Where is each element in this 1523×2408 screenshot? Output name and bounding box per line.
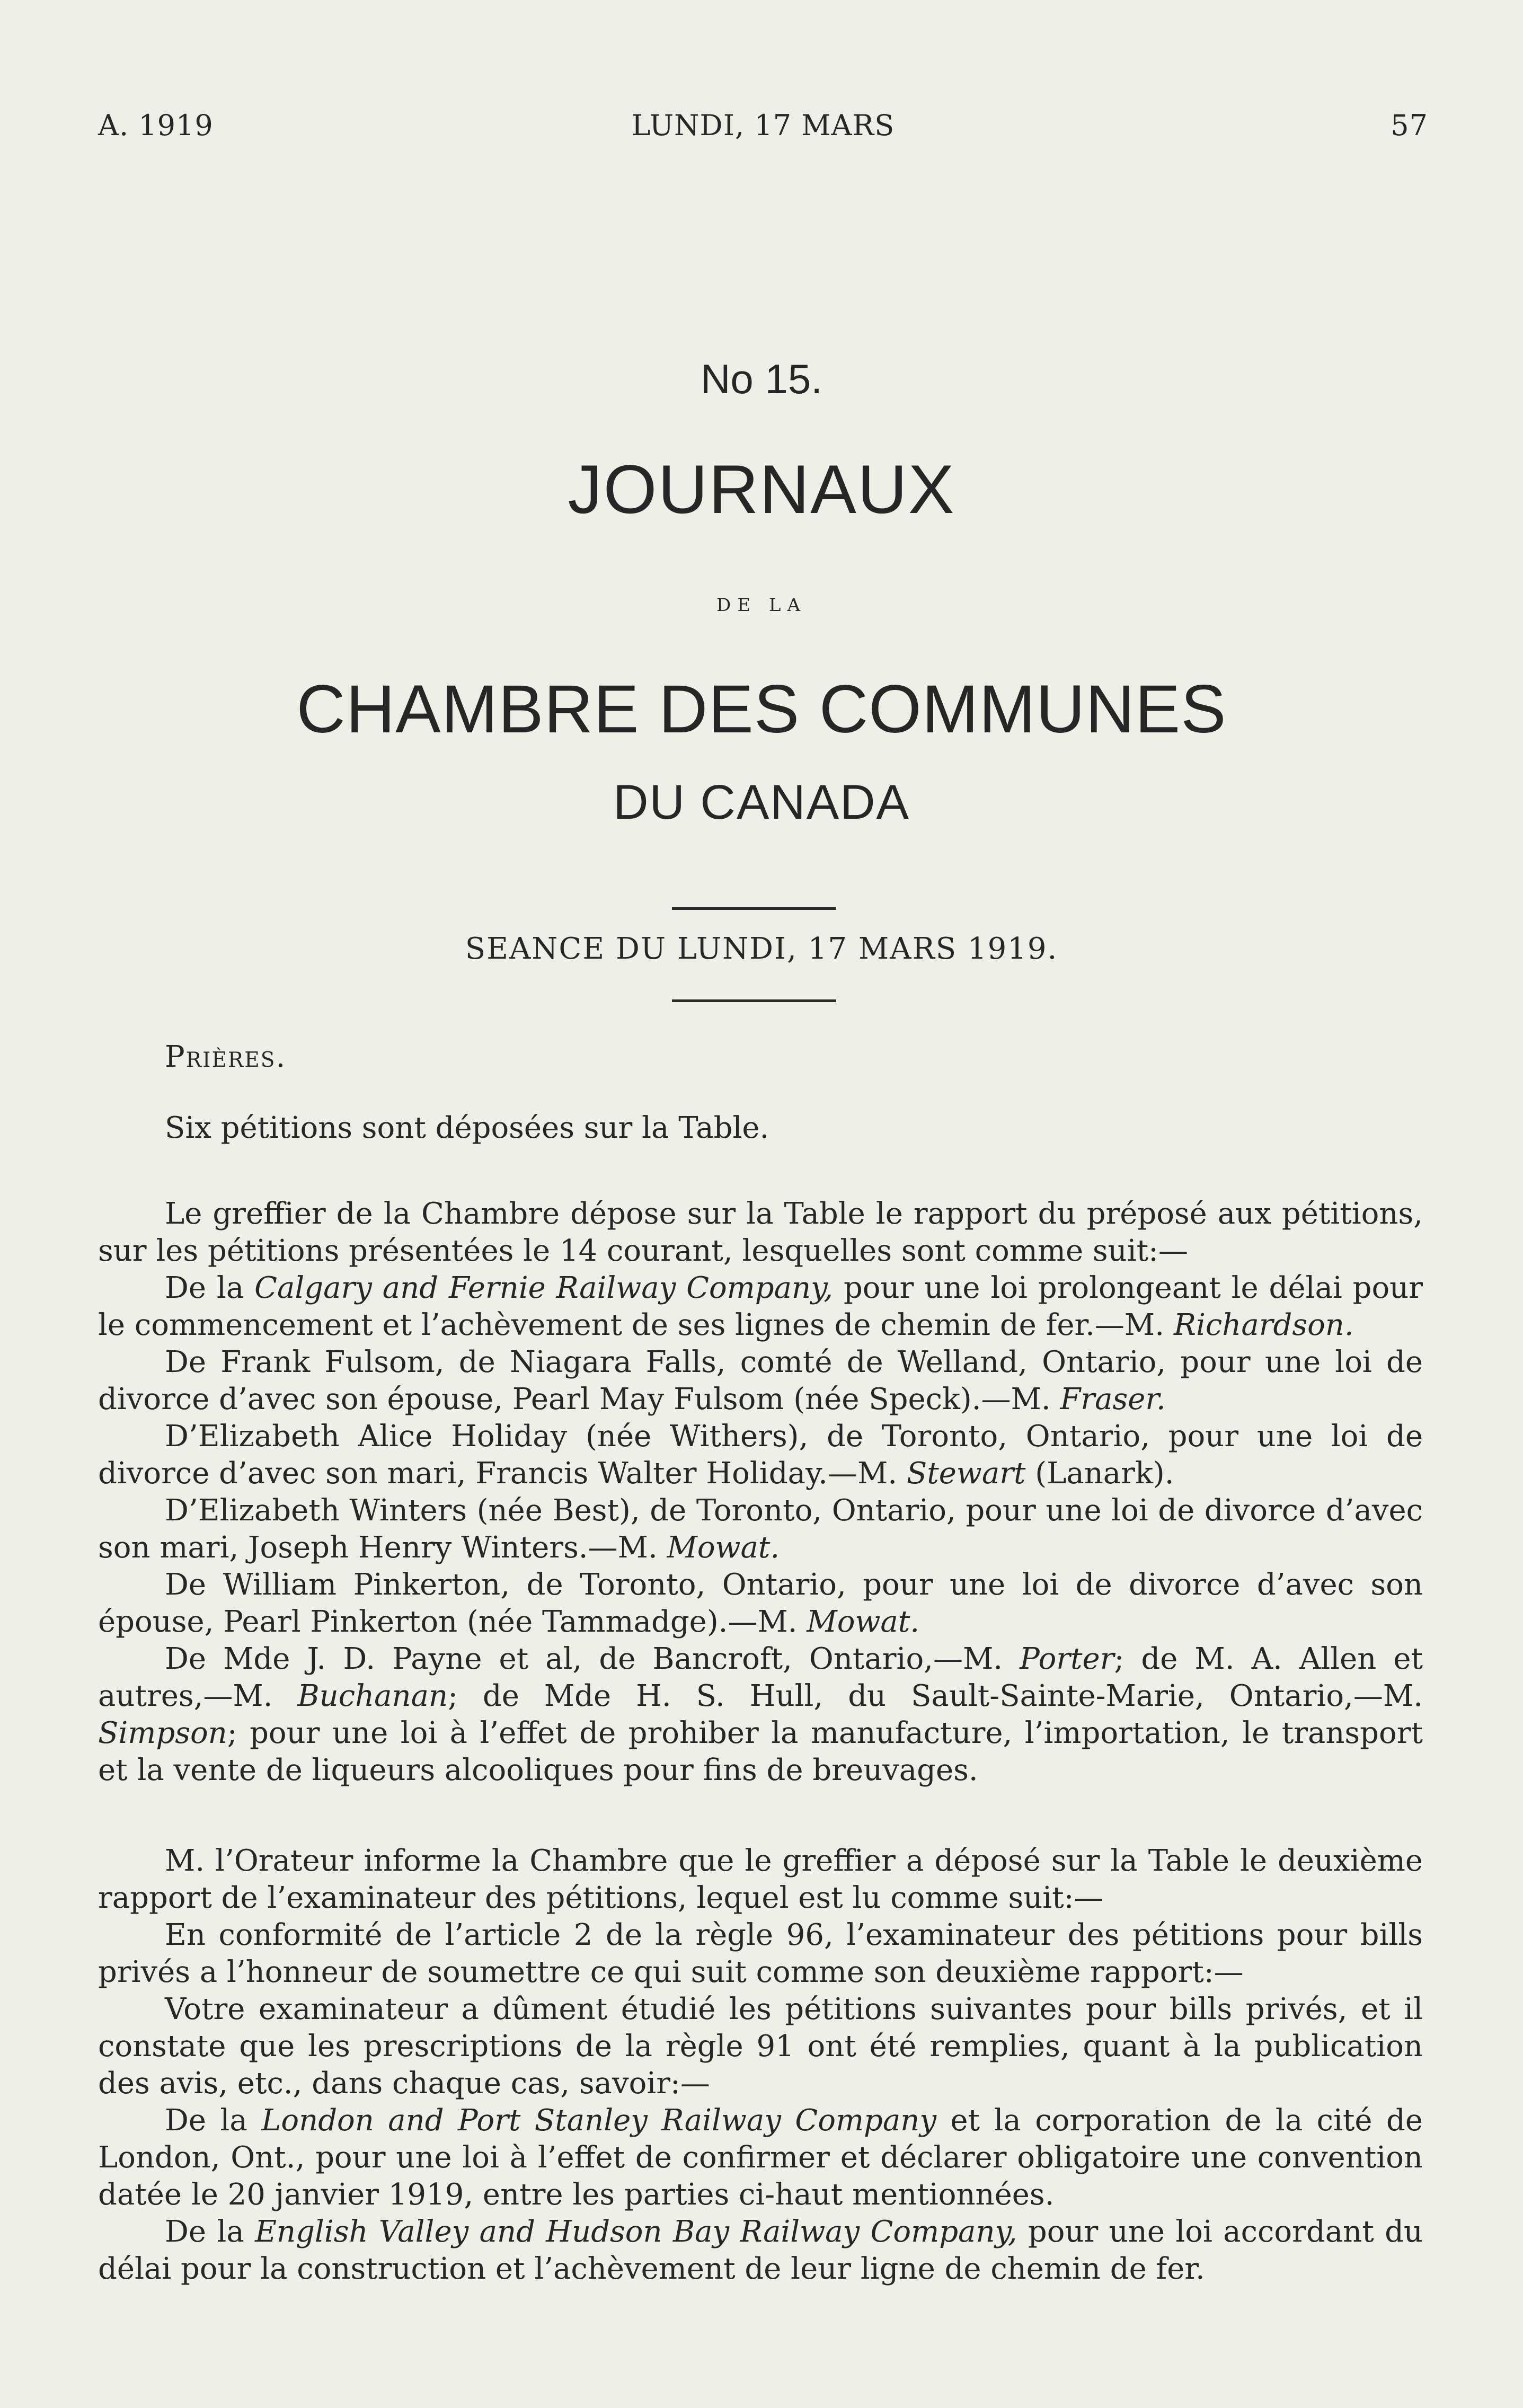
paragraph [98, 1270, 1423, 1344]
paragraph [98, 1566, 1423, 1641]
paragraph [98, 1917, 1423, 1991]
paragraph-text: pour une loi prolongeant le délai pour le commencement et l’achèvement de ses lignes de chemin de fer.—M. [98, 1271, 1423, 1342]
member-name: Stewart [906, 1456, 1026, 1491]
paragraph-text: et la corporation de la cité de London, Ont., pour une loi à l’effet de confirmer et déclarer obligatoire une convention datée le 20 janvier 1919, entre les parties ci-haut mentionnées. [98, 2103, 1423, 2212]
examiner-report-section [98, 1843, 1423, 2288]
petitions-report-section [98, 1196, 1423, 1789]
paragraph [98, 1418, 1423, 1492]
paragraph-text: D’Elizabeth Alice Holiday (née Withers), de Toronto, Ontario, pour une loi de divorce d’avec son mari, Francis Walter Holiday.—M. [98, 1419, 1423, 1491]
paragraph-text: M. l’Orateur informe la Chambre que le greffier a déposé sur la Table le deuxième rapport de l’examinateur des pétitions, lequel est lu comme suit:— [98, 1844, 1423, 1915]
title-de-la: DE LA [716, 595, 807, 616]
paragraph [98, 1991, 1423, 2102]
member-name: Mowat. [807, 1605, 920, 1639]
member-name: Fraser. [1060, 1382, 1166, 1417]
paragraph-text: ; de Mde H. S. Hull, du Sault-Sainte-Marie, Ontario,—M. [448, 1679, 1423, 1713]
paragraph-text: ; pour une loi à l’effet de prohiber la manufacture, l’importation, le transport et la vente de liqueurs alcooliques pour fins de breuvages. [98, 1716, 1423, 1787]
company-name: London and Port Stanley Railway Company [261, 2103, 936, 2138]
title-canada: DU CANADA [613, 775, 910, 829]
page-number: 57 [1391, 109, 1428, 142]
paragraph-text: De la [165, 1271, 255, 1305]
member-name: Richardson. [1173, 1308, 1354, 1342]
paragraph-text: En conformité de l’article 2 de la règle 96, l’examinateur des pétitions pour bills privés a l’honneur de soumettre ce qui suit comme son deuxième rapport:— [98, 1918, 1423, 1989]
paragraph-text: (Lanark). [1025, 1456, 1174, 1491]
company-name: English Valley and Hudson Bay Railway Company, [255, 2215, 1017, 2249]
divider-top [672, 907, 836, 910]
paragraph [98, 1196, 1423, 1270]
paragraph [98, 1492, 1423, 1566]
paragraph-text: De la [165, 2215, 255, 2249]
divider-bottom [672, 999, 836, 1002]
member-name: Porter [1020, 1642, 1114, 1676]
issue-number: No 15. [701, 356, 822, 402]
paragraph-text: D’Elizabeth Winters (née Best), de Toronto, Ontario, pour une loi de divorce d’avec son mari, Joseph Henry Winters.—M. [98, 1493, 1423, 1565]
paragraph-text: ; de M. A. Allen et autres,—M. [98, 1642, 1423, 1713]
paragraph-text: De Frank Fulsom, de Niagara Falls, comté de Welland, Ontario, pour une loi de divorce d’avec son épouse, Pearl May Fulsom (née Speck).—M. [98, 1345, 1423, 1417]
paragraph [98, 2102, 1423, 2214]
paragraph [98, 2214, 1423, 2288]
running-head-year: A. 1919 [98, 109, 214, 142]
paragraph [98, 1641, 1423, 1789]
paragraph [98, 1843, 1423, 1917]
running-head-date: LUNDI, 17 MARS [631, 109, 895, 142]
paragraph-text: Le greffier de la Chambre dépose sur la Table le rapport du préposé aux pétitions, sur les pétitions présentées le 14 courant, lesquelles sont comme suit:— [98, 1197, 1423, 1268]
session-heading: SEANCE DU LUNDI, 17 MARS 1919. [465, 932, 1058, 966]
running-head [98, 109, 1428, 151]
prayers-heading: Prières. [165, 1040, 287, 1074]
title-journaux: JOURNAUX [568, 450, 955, 528]
paragraph [98, 1344, 1423, 1418]
paragraph-text: De la [165, 2103, 262, 2138]
paragraph-text: De William Pinkerton, de Toronto, Ontario, pour une loi de divorce d’avec son épouse, Pearl Pinkerton (née Tammadge).—M. [98, 1568, 1423, 1639]
company-name: Calgary and Fernie Railway Company, [254, 1271, 834, 1305]
paragraph-text: Votre examinateur a dûment étudié les pétitions suivantes pour bills privés, et il constate que les prescriptions de la règle 91 ont été remplies, quant à la publication des avis, etc., dans chaque cas, savoir:— [98, 1992, 1423, 2101]
member-name: Mowat. [667, 1530, 780, 1565]
member-name: Buchanan [297, 1679, 448, 1713]
petitions-tabled-line: Six pétitions sont déposées sur la Table. [165, 1111, 769, 1145]
paragraph-text: pour une loi accordant du délai pour la construction et l’achèvement de leur ligne de chemin de fer. [98, 2215, 1423, 2286]
member-name: Simpson [98, 1716, 227, 1750]
title-chambre: CHAMBRE DES COMMUNES [296, 671, 1227, 747]
paragraph-text: De Mde J. D. Payne et al, de Bancroft, Ontario,—M. [165, 1642, 1020, 1676]
